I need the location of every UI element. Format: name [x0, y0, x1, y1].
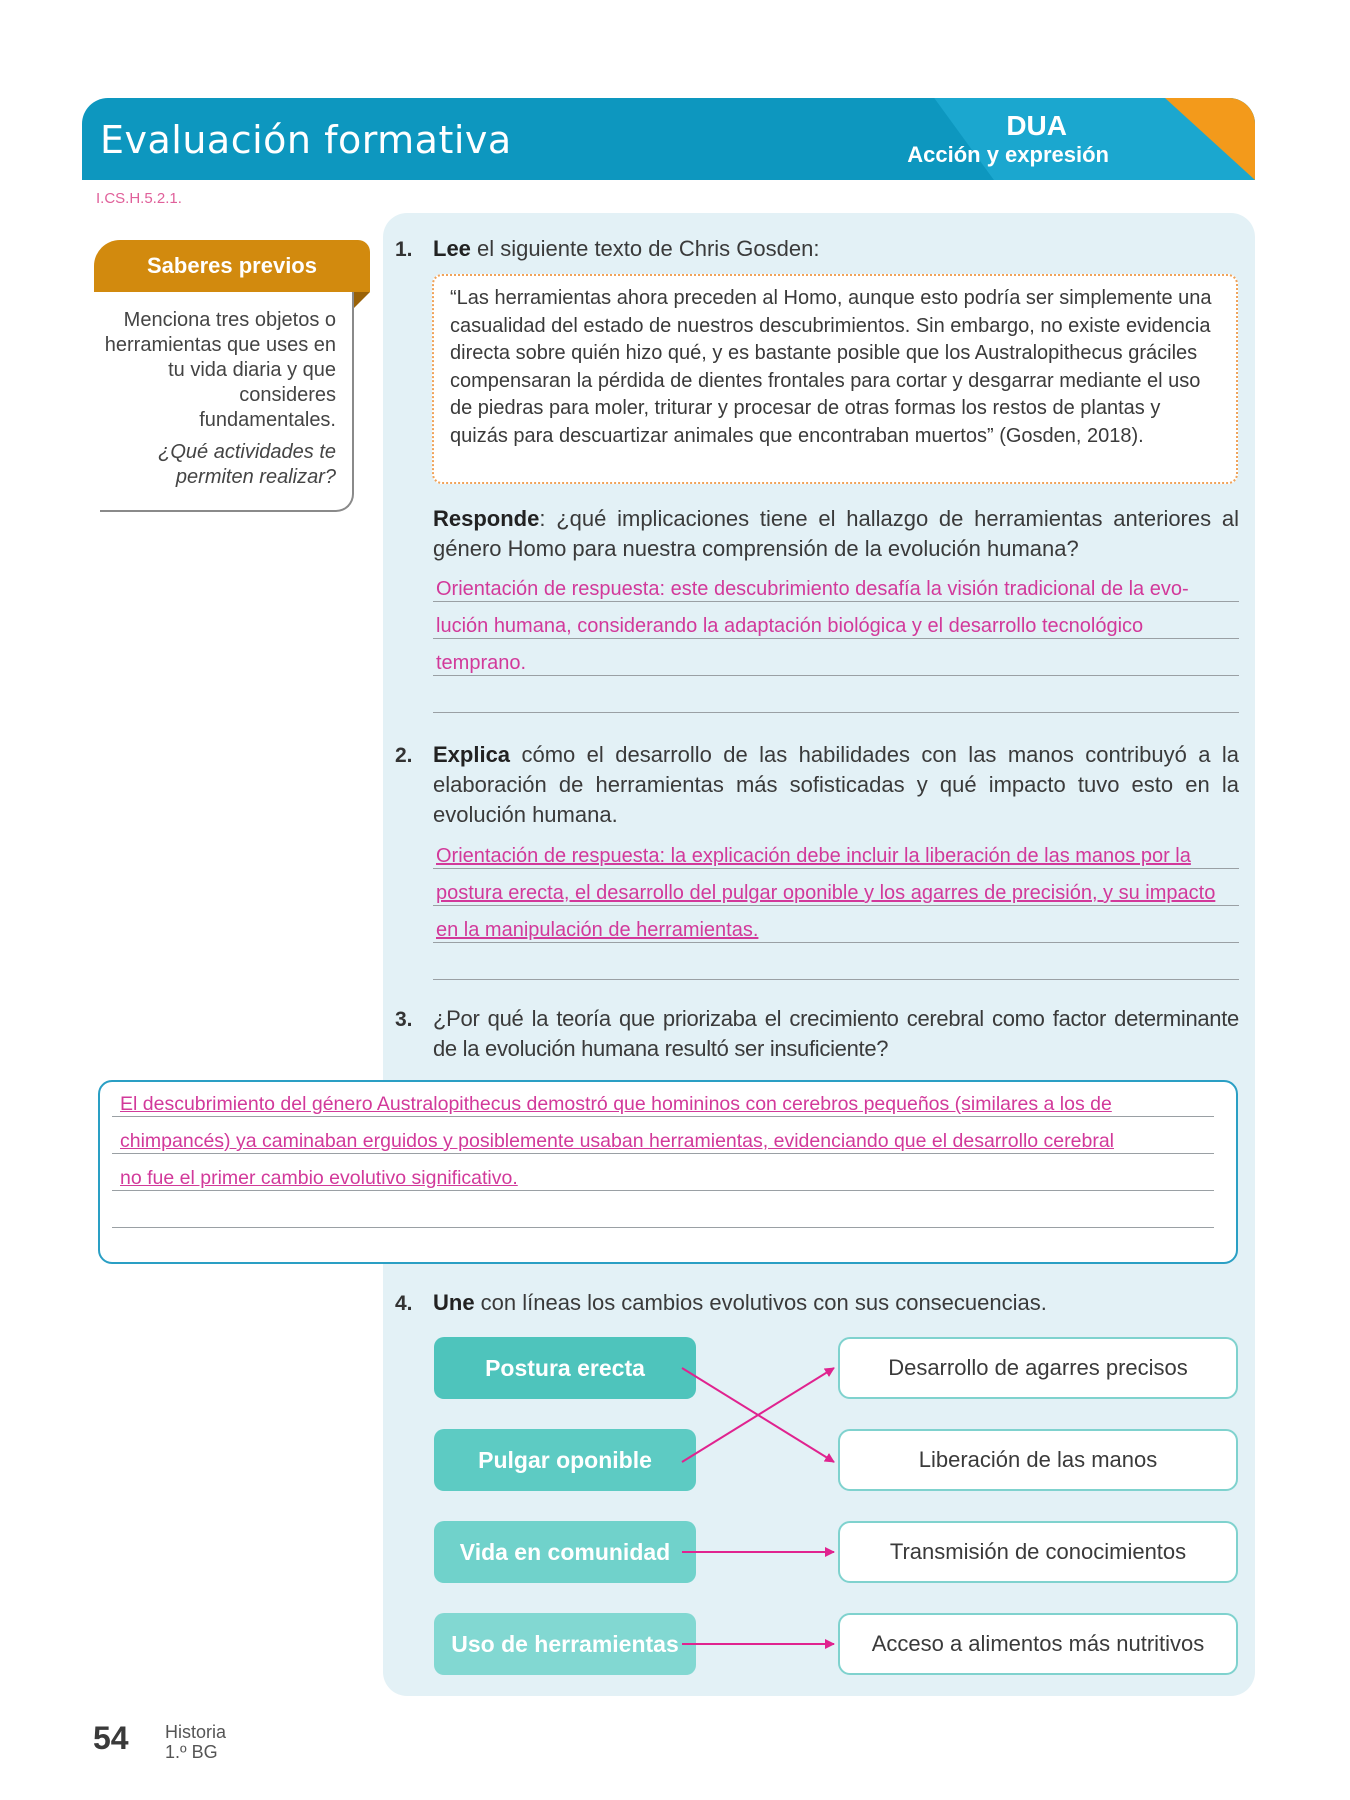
- q2-number: 2.: [395, 744, 413, 767]
- change-uso-de-herramientas[interactable]: Uso de herramientas: [434, 1613, 696, 1675]
- q2-answer-line-3[interactable]: en la manipulación de herramientas.: [436, 919, 759, 941]
- answer-line: [433, 942, 1239, 943]
- answer-line: [112, 1153, 1214, 1154]
- q4-prompt: [433, 1288, 1239, 1318]
- page-title: Evaluación formativa: [100, 118, 512, 162]
- answer-line: [433, 905, 1239, 906]
- q4-verb: Une: [433, 1290, 475, 1315]
- dua-label: DUA: [1006, 110, 1067, 141]
- consequence-acceso-alimentos[interactable]: Acceso a alimentos más nutritivos: [838, 1613, 1238, 1675]
- respond-verb: Responde: [433, 506, 540, 531]
- answer-line: [433, 675, 1239, 676]
- page-number: 54: [93, 1720, 129, 1756]
- q4-number: 4.: [395, 1292, 413, 1315]
- q3-answer-line-1[interactable]: El descubrimiento del género Australopithecus demostró que homininos con cerebros pequeños (similares a los de: [120, 1093, 1112, 1115]
- q1-prompt-text: el siguiente texto de Chris Gosden:: [470, 236, 820, 261]
- q3-prompt: ¿Por qué la teoría que priorizaba el crecimiento cerebral como factor determinante de la evolución humana resultó ser insuficiente?: [433, 1006, 1239, 1061]
- change-postura-erecta[interactable]: Postura erecta: [434, 1337, 696, 1399]
- q1-number: 1.: [395, 238, 413, 261]
- consequence-agarres-precisos[interactable]: Desarrollo de agarres precisos: [838, 1337, 1238, 1399]
- page-header: [82, 98, 1255, 180]
- answer-line: [433, 868, 1239, 869]
- footer-subject: [165, 1722, 226, 1762]
- q1-prompt: [433, 234, 1233, 264]
- q3-answer-line-2[interactable]: chimpancés) ya caminaban erguidos y posiblemente usaban herramientas, evidenciando que el desarrollo cerebral: [120, 1130, 1114, 1152]
- consequence-transmision-conocimientos[interactable]: Transmisión de conocimientos: [838, 1521, 1238, 1583]
- q2-verb: Explica: [433, 742, 511, 767]
- change-pulgar-oponible[interactable]: Pulgar oponible: [434, 1429, 696, 1491]
- indicator-code: I.CS.H.5.2.1.: [96, 190, 182, 207]
- q1-answer-line-3[interactable]: temprano.: [436, 652, 527, 674]
- gosden-quote: “Las herramientas ahora preceden al Homo, aunque esto podría ser simplemente una casualidad del estado de nuestros descubrimientos. Sin embargo, no existe evidencia directa sobre quién hizo qué, y es bastante posible que los Australopithecus gráciles compensaran la pérdida de dientes frontales para cortar y desgarrar mediante el uso de piedras para moler, triturar y procesar de otras formas los restos de plantas y quizás para descuartizar animales que encontraban muertos” (Gosden, 2018).: [450, 287, 1212, 447]
- q2-answer-line-2[interactable]: postura erecta, el desarrollo del pulgar oponible y los agarres de precisión, y su impacto: [436, 882, 1216, 904]
- answer-line: [433, 638, 1239, 639]
- saberes-previos-text: Menciona tres objetos o herramientas que uses en tu vida diaria y que consideres fundamentales.: [104, 309, 336, 431]
- respond-text: : ¿qué implicaciones tiene el hallazgo de herramientas anteriores al género Homo para nuestra comprensión de la evolución humana?: [433, 506, 1239, 561]
- answer-line: [112, 1227, 1214, 1228]
- q2-prompt-text: cómo el desarrollo de las habilidades con las manos contribuyó a la elaboración de herramientas más sofisticadas y qué impacto tuvo esto en la evolución humana.: [433, 742, 1239, 827]
- q2-prompt: [433, 740, 1239, 830]
- answer-line: [433, 979, 1239, 980]
- q4-prompt-text: con líneas los cambios evolutivos con sus consecuencias.: [474, 1290, 1047, 1315]
- tab-fold: [354, 292, 370, 308]
- saberes-previos-question: ¿Qué actividades te permiten realizar?: [158, 441, 336, 488]
- q2-answer-line-1[interactable]: Orientación de respuesta: la explicación debe incluir la liberación de las manos por la: [436, 845, 1191, 867]
- answer-line: [112, 1190, 1214, 1191]
- dua-subtitle: Acción y expresión: [907, 142, 1109, 167]
- answer-line: [112, 1116, 1214, 1117]
- answer-line: [433, 712, 1239, 713]
- q3-number: 3.: [395, 1008, 413, 1031]
- subject-name: Historia: [165, 1722, 227, 1742]
- q1-respond: [433, 504, 1239, 564]
- answer-line: [433, 601, 1239, 602]
- grade-label: 1.º BG: [165, 1742, 218, 1762]
- q1-verb: Lee: [433, 236, 471, 261]
- q1-answer-line-1[interactable]: Orientación de respuesta: este descubrimiento desafía la visión tradicional de la evo-: [436, 578, 1189, 600]
- change-vida-en-comunidad[interactable]: Vida en comunidad: [434, 1521, 696, 1583]
- q1-answer-line-2[interactable]: lución humana, considerando la adaptación biológica y el desarrollo tecnológico: [436, 615, 1144, 637]
- q3-answer-line-3[interactable]: no fue el primer cambio evolutivo significativo.: [120, 1167, 518, 1189]
- consequence-liberacion-manos[interactable]: Liberación de las manos: [838, 1429, 1238, 1491]
- saberes-previos-title: Saberes previos: [94, 240, 370, 292]
